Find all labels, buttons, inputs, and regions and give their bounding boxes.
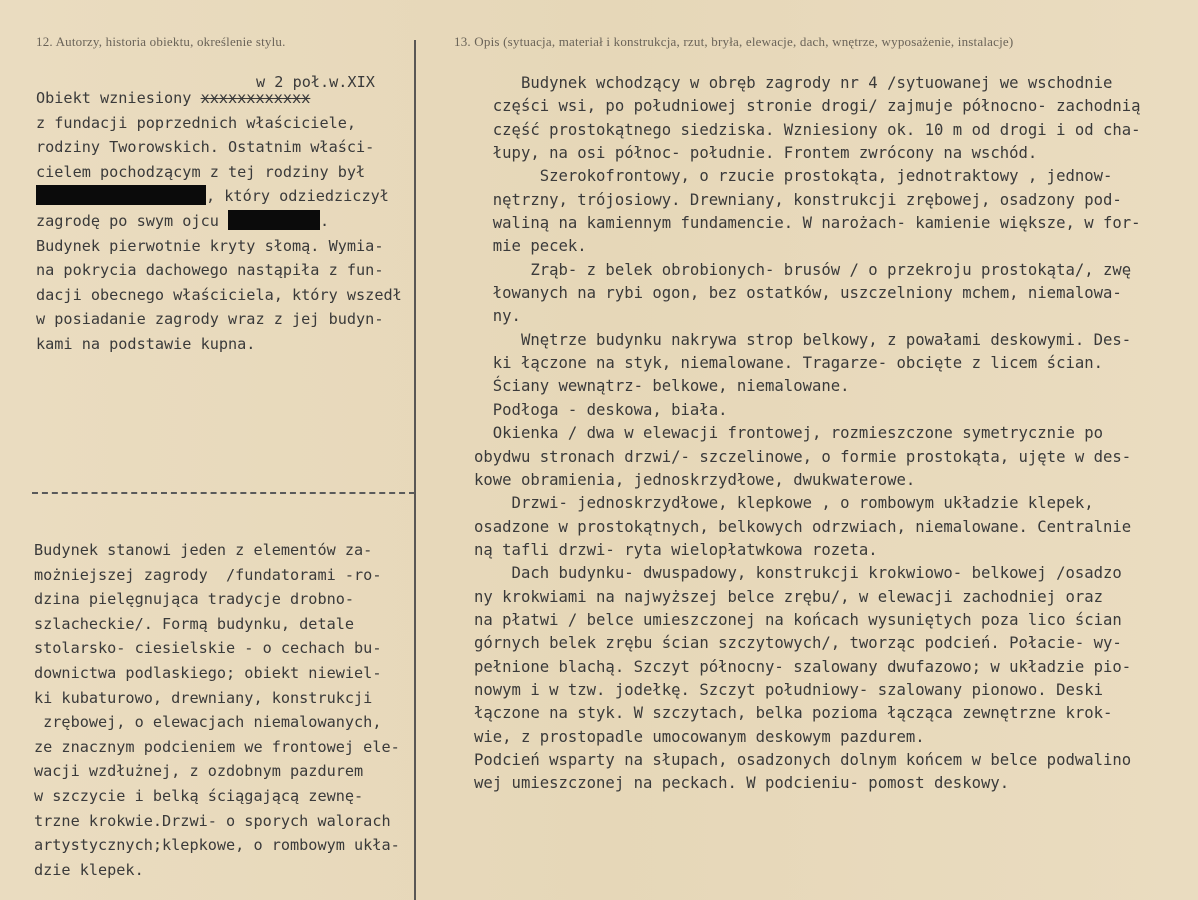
redaction-box xyxy=(228,210,320,230)
description-line: Szerokofrontowy, o rzucie prostokąta, jednotraktowy , jednow- xyxy=(474,167,1113,186)
description-line: Zrąb- z belek obrobionych- brusów / o przekroju prostokąta/, zwę xyxy=(474,260,1132,279)
description-line: górnych belek zrębu ścian szczytowych/, tworząc podcień. Połacie- wy- xyxy=(474,634,1122,653)
column-divider xyxy=(414,40,416,900)
description-line: osadzone w prostokątnych, belkowych odrzwiach, niemalowane. Centralnie xyxy=(474,517,1132,536)
style-line: trzne krokwie.Drzwi- o sporych walorach xyxy=(34,811,391,830)
style-line: artystycznych;klepkowe, o rombowym ukła- xyxy=(34,836,400,855)
style-line: zrębowej, o elewacjach niemalowanych, xyxy=(34,713,382,732)
description-line: Dach budynku- dwuspadowy, konstrukcji krokwiowo- belkowej /osadzo xyxy=(474,564,1122,583)
description-line: Okienka / dwa w elewacji frontowej, rozmieszczone symetrycznie po xyxy=(474,424,1104,443)
style-line: stolarsko- ciesielskie - o cechach bu- xyxy=(34,639,382,658)
description-line: części wsi, po południowej stronie drogi/ zajmuje północno- zachodnią xyxy=(474,97,1141,116)
style-assessment-text xyxy=(34,538,400,882)
description-line: Drzwi- jednoskrzydłowe, klepkowe , o rombowym układzie klepek, xyxy=(474,494,1094,513)
description-line: obydwu stronach drzwi/- szczelinowe, o formie prostokąta, ujęte w des- xyxy=(474,447,1132,466)
description-text xyxy=(474,72,1141,796)
section-header-authors: 12. Autorzy, historia obiektu, określenie stylu. xyxy=(36,34,286,49)
history-text xyxy=(36,86,402,357)
description-line: ny krokwiami na najwyższej belce zrębu/, w elewacji zachodniej oraz xyxy=(474,587,1104,606)
description-line: Ściany wewnątrz- belkowe, niemalowane. xyxy=(474,377,850,396)
description-line: ki łączone na styk, niemalowane. Tragarze- obcięte z licem ścian. xyxy=(474,354,1104,373)
handwritten-insert: w 2 poł.w.XIX xyxy=(256,73,375,91)
style-line: dzina pielęgnująca tradycje drobno- xyxy=(34,590,355,609)
description-line: mie pecek. xyxy=(474,237,587,256)
style-line: ze znacznym podcieniem we frontowej ele- xyxy=(34,737,400,756)
history-line: na pokrycia dachowego nastąpiła z fun- xyxy=(36,261,384,280)
history-line: zagrodę po swym ojcu . xyxy=(36,211,330,230)
description-line: ną tafli drzwi- ryta wielopłatwkowa rozeta. xyxy=(474,540,878,559)
style-line: downictwa podlaskiego; obiekt niewiel- xyxy=(34,663,382,682)
history-line: , który odziedziczył xyxy=(36,184,402,209)
style-line: ki kubaturowo, drewniany, konstrukcji xyxy=(34,688,373,707)
description-line: łowanych na rybi ogon, bez ostatków, uszczelniony mchem, niemalowa- xyxy=(474,284,1122,303)
description-line: Podcień wsparty na słupach, osadzonych dolnym końcem w belce podwalino xyxy=(474,750,1132,769)
description-line: część prostokątnego siedziska. Wzniesiony ok. 10 m od drogi i od cha- xyxy=(474,120,1141,139)
style-line: wacji wzdłużnej, z ozdobnym pazdurem xyxy=(34,762,364,781)
description-line: Budynek wchodzący w obręb zagrody nr 4 /sytuowanej we wschodnie xyxy=(474,74,1113,92)
history-lines-group xyxy=(36,111,402,185)
description-line: łączone na styk. W szczytach, belka pozioma łącząca zewnętrzne krok- xyxy=(474,704,1113,723)
history-line: cielem pochodzącym z tej rodziny był xyxy=(36,162,366,181)
history-line: w posiadanie zagrody wraz z jej budyn- xyxy=(36,310,384,329)
style-line: szlacheckie/. Formą budynku, detale xyxy=(34,614,355,633)
redaction-box xyxy=(36,185,206,205)
description-line: pełnione blachą. Szczyt północny- szalowany dwufazowo; w układzie pio- xyxy=(474,657,1132,676)
description-line: wej umieszczonej na peckach. W podcieniu- pomost deskowy. xyxy=(474,774,1010,793)
history-line: z fundacji poprzednich właściciele, xyxy=(36,113,357,132)
description-line: łupy, na osi północ- południe. Frontem zwrócony na wschód. xyxy=(474,144,1038,163)
history-line: rodziny Tworowskich. Ostatnim właści- xyxy=(36,138,375,157)
description-line: na płatwi / belce umieszczonej na końcach wysuniętych poza lico ścian xyxy=(474,610,1122,629)
style-line: w szczycie i belką ściągającą zewnę- xyxy=(34,786,364,805)
history-lines-group xyxy=(36,234,402,357)
description-line: nętrzny, trójosiowy. Drewniany, konstrukcji zrębowej, osadzony pod- xyxy=(474,190,1122,209)
section-header-description: 13. Opis (sytuacja, materiał i konstrukcja, rzut, bryła, elewacje, dach, wnętrze, wyposażenie, instalacje) xyxy=(454,34,1014,49)
dashed-separator xyxy=(32,492,415,494)
description-line: wie, z prostopadle umocowanym deskowym pazdurem. xyxy=(474,727,925,746)
history-line: kami na podstawie kupna. xyxy=(36,334,256,353)
struck-out-text: xxxxxxxxxxxx xyxy=(200,89,311,107)
history-line: dacji obecnego właściciela, który wszedł xyxy=(36,285,402,304)
description-line: kowe obramienia, jednoskrzydłowe, dwukwaterowe. xyxy=(474,470,916,489)
description-line: nowym i w tzw. jodełkę. Szczyt południowy- szalowany pionowo. Deski xyxy=(474,680,1104,699)
description-line: Podłoga - deskowa, biała. xyxy=(474,400,728,419)
description-line: waliną na kamiennym fundamencie. W narożach- kamienie większe, w for- xyxy=(474,214,1141,233)
history-line: Obiekt wzniesiony xxxxxxxxxxxx xyxy=(36,89,311,107)
history-line: Budynek pierwotnie kryty słomą. Wymia- xyxy=(36,236,384,255)
description-line: Wnętrze budynku nakrywa strop belkowy, z powałami deskowymi. Des- xyxy=(474,330,1132,349)
style-line: możniejszej zagrody /fundatorami -ro- xyxy=(34,565,382,584)
style-line: Budynek stanowi jeden z elementów za- xyxy=(34,541,373,559)
description-line: ny. xyxy=(474,307,521,326)
style-line: dzie klepek. xyxy=(34,860,144,879)
